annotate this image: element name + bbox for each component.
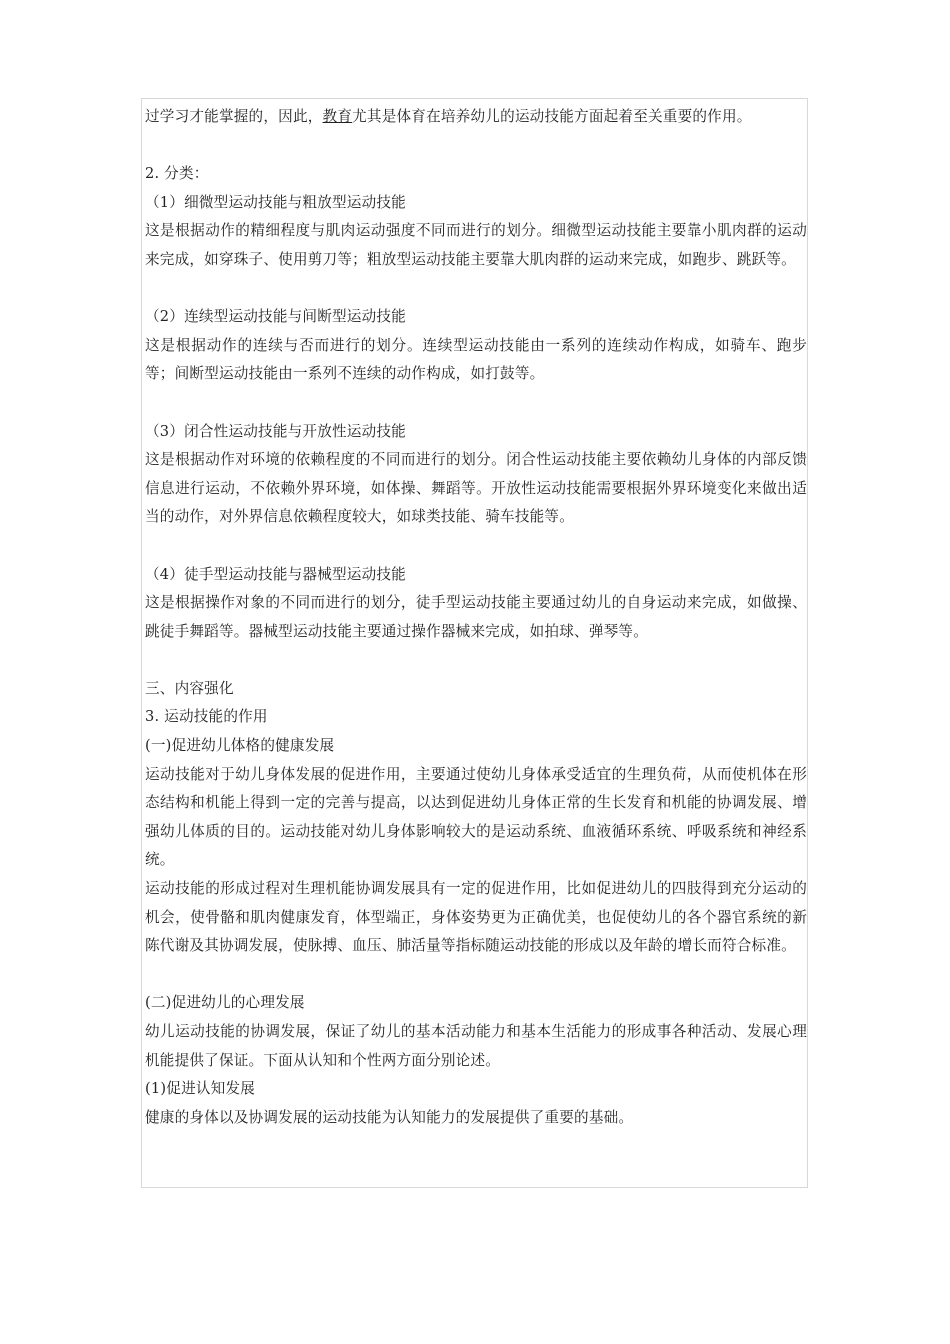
- part2-paragraph-1: 幼儿运动技能的协调发展，保证了幼儿的基本活动能力和基本生活能力的形成事各种活动、发展心理机能提供了保证。下面从认知和个性两方面分别论述。: [145, 1023, 807, 1069]
- classification-item-4-title: （4）徒手型运动技能与器械型运动技能: [145, 565, 406, 583]
- spacer: [145, 646, 807, 675]
- classification-item-2-title: （2）连续型运动技能与间断型运动技能: [145, 308, 406, 326]
- spacer: [145, 132, 807, 161]
- classification-item-3-title: （3）闭合性运动技能与开放性运动技能: [145, 422, 406, 440]
- intro-text-end: 尤其是体育在培养幼儿的运动技能方面起着至关重要的作用。: [352, 108, 752, 125]
- part2-title: (二)促进幼儿的心理发展: [145, 994, 305, 1012]
- section3-subheading: 3. 运动技能的作用: [145, 708, 268, 726]
- spacer: [145, 389, 807, 418]
- spacer: [145, 532, 807, 561]
- spacer: [145, 275, 807, 304]
- part2-sub-title: (1)促进认知发展: [145, 1080, 256, 1098]
- intro-text-start: 过学习才能掌握的，因此，: [145, 108, 323, 125]
- part2-sub-body: 健康的身体以及协调发展的运动技能为认知能力的发展提供了重要的基础。: [145, 1108, 634, 1126]
- part1-paragraph-1: 运动技能对于幼儿身体发展的促进作用，主要通过使幼儿身体承受适宜的生理负荷，从而使机体在形态结构和机能上得到一定的完善与提高，以达到促进幼儿身体正常的生长发育和机能的协调发展、增强幼儿体质的目的。运动技能对幼儿身体影响较大的是运动系统、血液循环系统、呼吸系统和神经系统。: [145, 765, 807, 869]
- classification-item-1-title: （1）细微型运动技能与粗放型运动技能: [145, 193, 406, 211]
- classification-item-2-body: 这是根据动作的连续与否而进行的划分。连续型运动技能由一系列的连续动作构成，如骑车、跑步等；间断型运动技能由一系列不连续的动作构成，如打鼓等。: [145, 336, 807, 383]
- spacer: [145, 961, 807, 990]
- classification-heading: 2. 分类：: [145, 165, 209, 183]
- intro-paragraph: [145, 103, 807, 132]
- part1-paragraph-2: 运动技能的形成过程对生理机能协调发展具有一定的促进作用，比如促进幼儿的四肢得到充分运动的机会，使骨骼和肌肉健康发育，体型端正，身体姿势更为正确优美，也促使幼儿的各个器官系统的新陈代谢及其协调发展，使脉搏、血压、肺活量等指标随运动技能的形成以及年龄的增长而符合标准。: [145, 880, 807, 955]
- classification-item-4-body: 这是根据操作对象的不同而进行的划分，徒手型运动技能主要通过幼儿的自身运动来完成，如做操、跳徒手舞蹈等。器械型运动技能主要通过操作器械来完成，如拍球、弹琴等。: [145, 594, 807, 640]
- education-link[interactable]: 教育: [322, 108, 353, 125]
- classification-item-3-body: 这是根据动作对环境的依赖程度的不同而进行的划分。闭合性运动技能主要依赖幼儿身体的内部反馈信息进行运动，不依赖外界环境，如体操、舞蹈等。开放性运动技能需要根据外界环境变化来做出适当的动作，对外界信息依赖程度较大，如球类技能、骑车技能等。: [145, 451, 807, 526]
- section3-heading: 三、内容强化: [145, 679, 234, 697]
- classification-item-1-body: 这是根据动作的精细程度与肌肉运动强度不同而进行的划分。细微型运动技能主要靠小肌肉群的运动来完成，如穿珠子、使用剪刀等；粗放型运动技能主要靠大肌肉群的运动来完成，如跑步、跳跃等。: [145, 222, 807, 268]
- part1-title: (一)促进幼儿体格的健康发展: [145, 737, 335, 755]
- document-body: [145, 103, 807, 1132]
